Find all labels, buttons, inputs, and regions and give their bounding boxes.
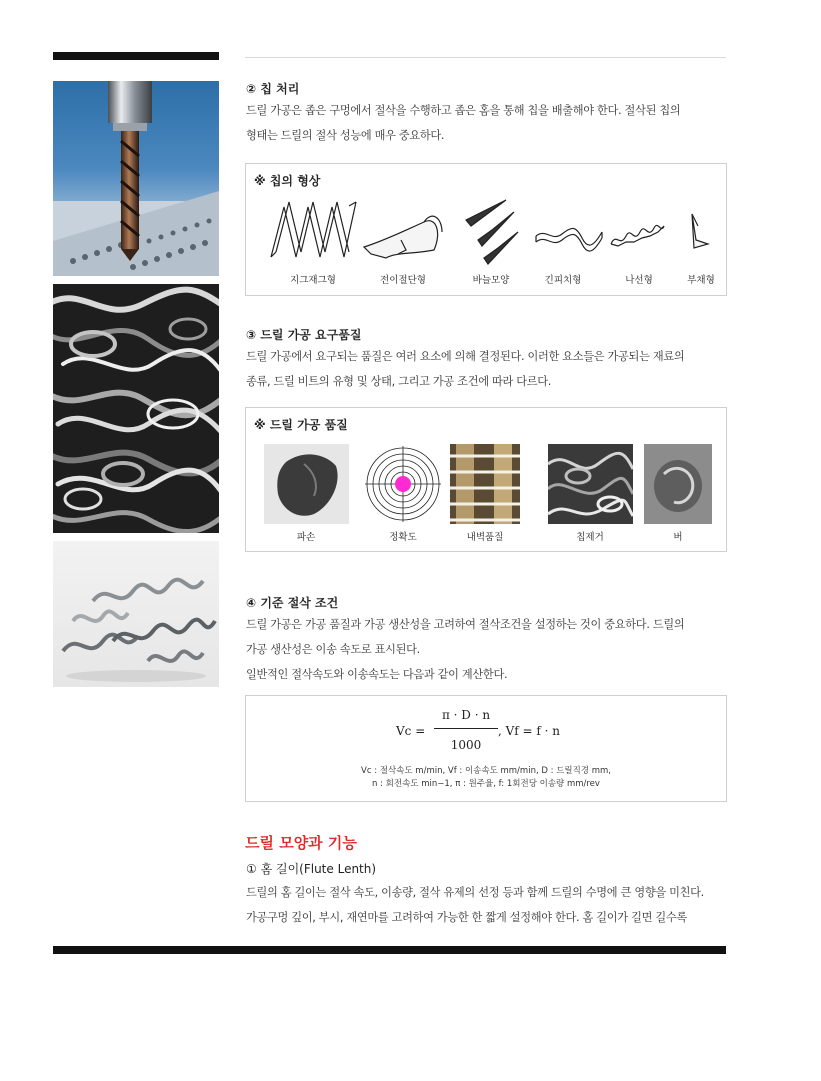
drill-photo [53, 81, 219, 276]
inner-wall-photo [450, 444, 520, 524]
quality-label-2: 정확도 [389, 532, 417, 543]
cutting-para-line-3: 일반적인 절삭속도와 이송속도는 다음과 같이 계산한다. [246, 668, 508, 681]
spiral-chip-icon [611, 225, 664, 246]
flute-paragraph [246, 880, 726, 930]
breakage-photo [264, 444, 349, 524]
quality-paragraph [246, 344, 726, 394]
chip-shape-label-2: 전이절단형 [380, 275, 426, 286]
formula-vc-label: Vc = [396, 724, 426, 738]
section-title: 드릴 모양과 기능 [245, 834, 357, 852]
flute-heading: ① 홈 길이(Flute Lenth) [246, 862, 377, 876]
formula-vf: , Vf = f · n [498, 724, 561, 738]
fraction-bar [434, 728, 498, 729]
quality-label-4: 칩제거 [576, 532, 604, 543]
chip-shape-label-1: 지그재그형 [290, 275, 336, 286]
quality-para-line-2: 종류, 드릴 비트의 유형 및 상태, 그리고 가공 조건에 따라 다르다. [246, 375, 552, 388]
cutting-para-line-2: 가공 생산성은 이송 속도로 표시된다. [246, 643, 420, 656]
chip-heading: ② 칩 처리 [246, 82, 300, 96]
quality-box-title: ※ 드릴 가공 품질 [254, 418, 348, 432]
transition-chip-icon [364, 216, 442, 258]
chip-removal-photo [548, 444, 633, 524]
chip-shape-label-6: 부채형 [687, 275, 715, 286]
chip-paragraph [246, 98, 726, 148]
chip-shape-label-3: 바늘모양 [472, 275, 510, 286]
chip-para-line-1: 드릴 가공은 좁은 구멍에서 절삭을 수행하고 좁은 홈을 통해 칩을 배출해야 한다. 절삭된 칩의 [246, 104, 681, 117]
cutting-heading: ④ 기준 절삭 조건 [246, 596, 339, 610]
cutting-para-line-1: 드릴 가공은 가공 품질과 가공 생산성을 고려하여 절삭조건을 설정하는 것이 중요하다. 드릴의 [246, 618, 685, 631]
chip-shape-title: ※ 칩의 형상 [254, 174, 321, 188]
flute-para-line-2: 가공구멍 깊이, 부시, 재연마를 고려하여 가능한 한 짧게 설정해야 한다. 홈 길이가 길면 길수록 [246, 911, 687, 924]
bottom-black-bar [53, 946, 726, 954]
burr-photo [644, 444, 712, 524]
chip-shape-box [245, 163, 727, 296]
fan-chip-icon [692, 214, 708, 248]
accuracy-target-icon [363, 444, 443, 524]
formula-note-1: Vc : 절삭속도 m/min, Vf : 이송속도 mm/min, D : 드릴직경 mm, [361, 766, 611, 776]
long-pitch-chip-icon [536, 228, 602, 251]
metal-chips-photo [53, 284, 219, 533]
cutting-paragraph [246, 612, 726, 687]
top-black-bar [53, 52, 219, 60]
chip-shape-label-4: 긴피치형 [544, 275, 582, 286]
quality-heading: ③ 드릴 가공 요구품질 [246, 328, 362, 342]
spiral-chips-photo [53, 541, 219, 687]
formula-denominator: 1000 [450, 738, 482, 752]
quality-box [245, 407, 727, 552]
formula-note-2: n : 회전속도 min−1, π : 원주율, f: 1회전당 이송량 mm/rev [372, 779, 600, 789]
zigzag-chip-icon [271, 202, 356, 257]
quality-label-5: 버 [673, 532, 683, 543]
chip-para-line-2: 형태는 드릴의 절삭 성능에 매우 중요하다. [246, 129, 445, 142]
top-divider [245, 57, 726, 58]
quality-label-3: 내벽품질 [466, 532, 504, 543]
quality-label-1: 파손 [296, 532, 316, 543]
flute-para-line-1: 드릴의 홈 길이는 절삭 속도, 이송량, 절삭 유제의 선정 등과 함께 드릴의 수명에 큰 영향을 미친다. [246, 886, 704, 899]
needle-chip-icon [466, 200, 518, 264]
formula-box [245, 695, 727, 802]
formula-numerator: π · D · n [441, 708, 491, 722]
chip-shape-label-5: 나선형 [625, 275, 653, 286]
quality-para-line-1: 드릴 가공에서 요구되는 품질은 여러 요소에 의해 결정된다. 이러한 요소들은 가공되는 재료의 [246, 350, 685, 363]
